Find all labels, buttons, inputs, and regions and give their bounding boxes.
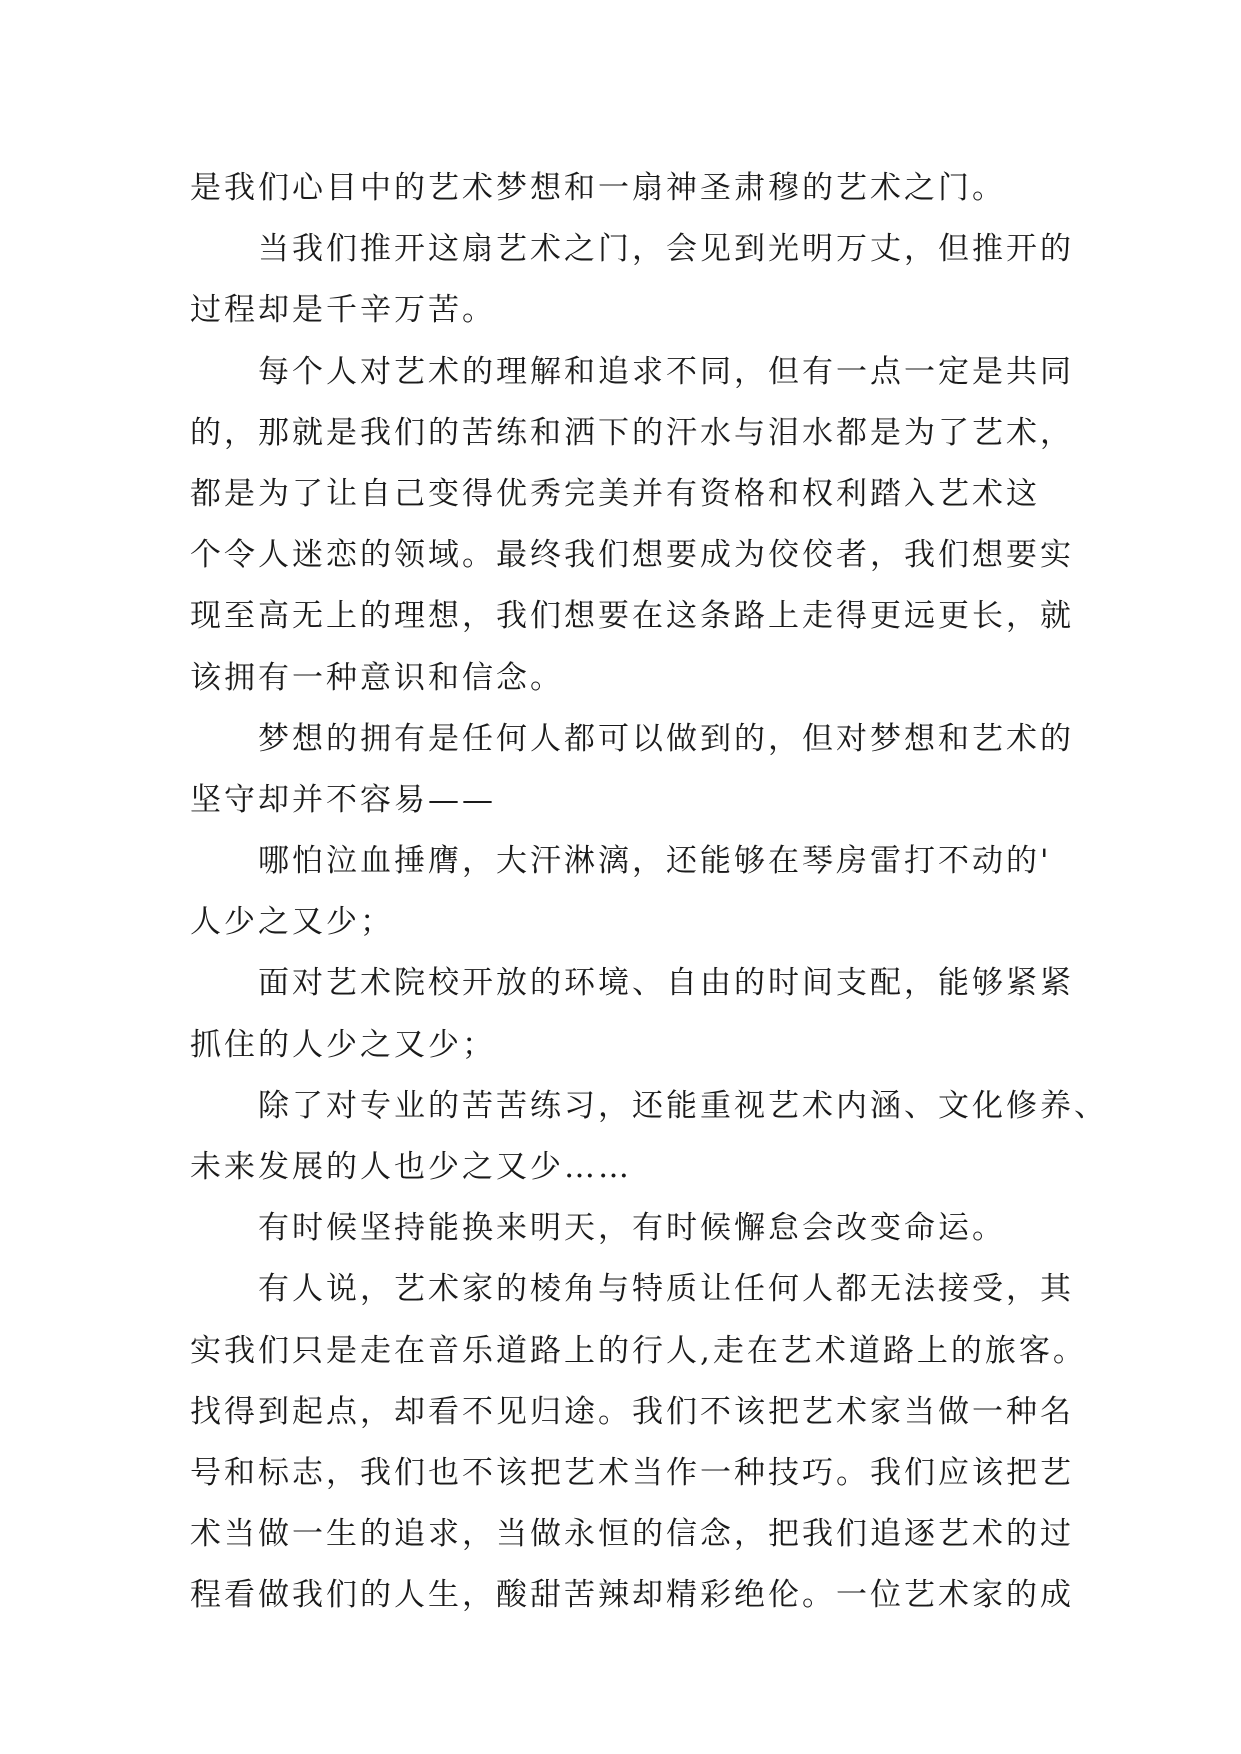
text-line: 抓住的人少之又少； bbox=[190, 1026, 496, 1063]
text-line: 号和标志，我们也不该把艺术当作一种技巧。我们应该把艺 bbox=[190, 1454, 1074, 1491]
body-text bbox=[190, 158, 1108, 1627]
text-line: 面对艺术院校开放的环境、自由的时间支配，能够紧紧 bbox=[258, 965, 1074, 1002]
text-line: 有人说，艺术家的棱角与特质让任何人都无法接受，其 bbox=[258, 1271, 1074, 1308]
text-line: 人少之又少； bbox=[190, 904, 394, 941]
text-line: 是我们心目中的艺术梦想和一扇神圣肃穆的艺术之门。 bbox=[190, 170, 1006, 206]
text-line: 程看做我们的人生，酸甜苦辣却精彩绝伦。一位艺术家的成 bbox=[190, 1577, 1074, 1614]
text-line: 每个人对艺术的理解和追求不同，但有一点一定是共同 bbox=[258, 353, 1074, 390]
text-line: 个令人迷恋的领域。最终我们想要成为佼佼者，我们想要实 bbox=[190, 537, 1074, 574]
text-line: 有时候坚持能换来明天，有时候懈怠会改变命运。 bbox=[258, 1210, 1006, 1247]
text-line: 该拥有一种意识和信念。 bbox=[190, 659, 564, 696]
text-line: 的，那就是我们的苦练和洒下的汗水与泪水都是为了艺术， bbox=[190, 414, 1074, 451]
text-line: 哪怕泣血捶膺，大汗淋漓，还能够在琴房雷打不动的' bbox=[258, 843, 1052, 880]
text-line: 都是为了让自己变得优秀完美并有资格和权利踏入艺术这 bbox=[190, 475, 1040, 512]
text-line: 术当做一生的追求，当做永恒的信念，把我们追逐艺术的过 bbox=[190, 1516, 1074, 1553]
text-line: 梦想的拥有是任何人都可以做到的，但对梦想和艺术的 bbox=[258, 720, 1074, 757]
text-line: 坚守却并不容易—— bbox=[190, 781, 496, 818]
text-line: 现至高无上的理想，我们想要在这条路上走得更远更长，就 bbox=[190, 598, 1074, 635]
text-line: 实我们只是走在音乐道路上的行人,走在艺术道路上的旅客。 bbox=[190, 1332, 1087, 1369]
text-line: 未来发展的人也少之又少…… bbox=[190, 1149, 632, 1185]
text-line: 找得到起点，却看不见归途。我们不该把艺术家当做一种名 bbox=[190, 1393, 1074, 1430]
text-line: 当我们推开这扇艺术之门，会见到光明万丈，但推开的 bbox=[258, 231, 1074, 268]
text-line: 过程却是千辛万苦。 bbox=[190, 292, 496, 329]
text-line: 除了对专业的苦苦练习，还能重视艺术内涵、文化修养、 bbox=[258, 1087, 1108, 1124]
